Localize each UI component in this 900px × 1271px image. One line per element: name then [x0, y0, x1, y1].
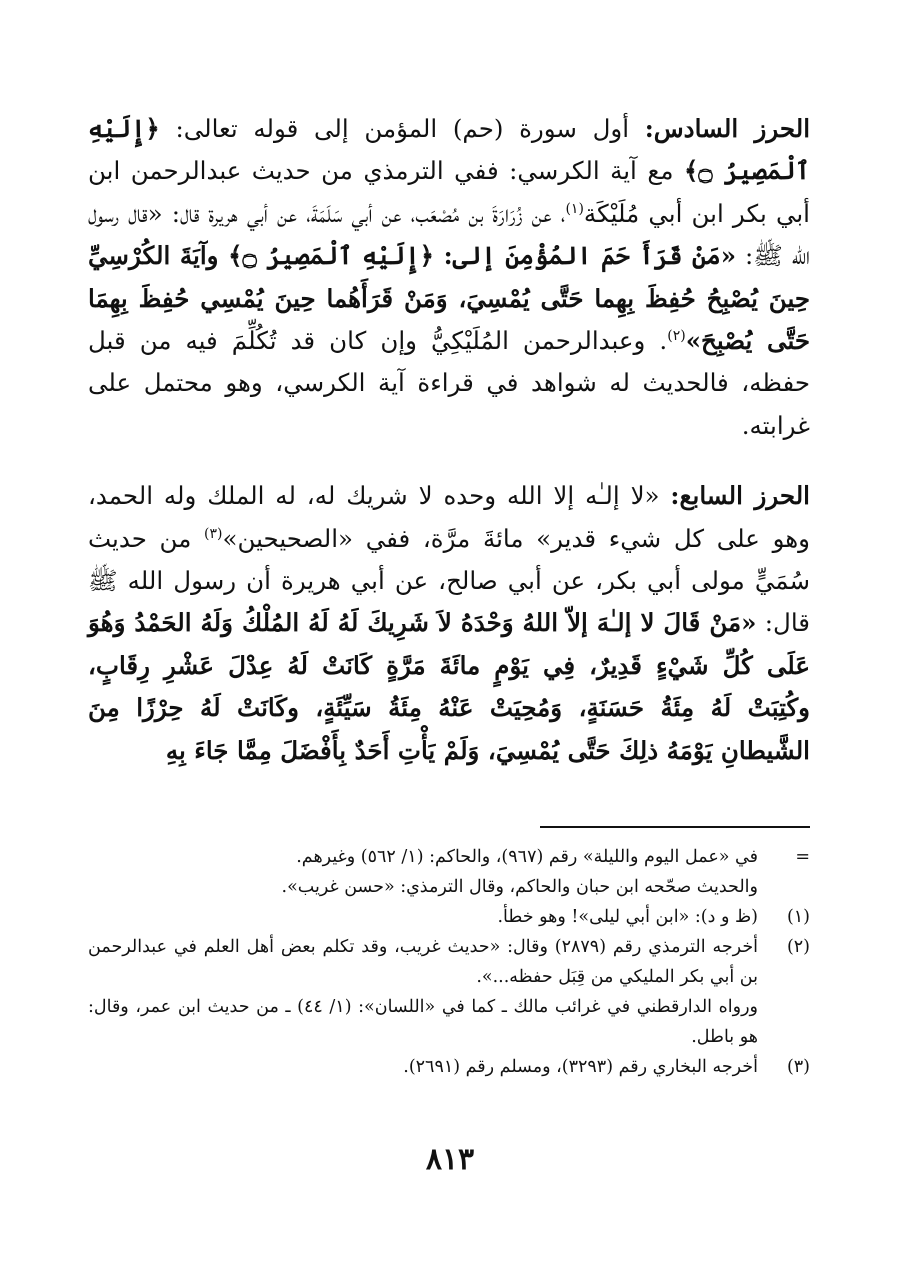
footnote: [88, 842, 810, 872]
section-heading: الحرز السابع:: [670, 481, 810, 511]
footnote: [88, 932, 810, 992]
body-text: . وعبدالرحمن المُلَيْكِيُّ وإن كان قد تُكُلِّمَ فيه من قبل حفظه، فالحديث له شواهد في قراءة آية الكرسي، وهو محتمل على غرابته.: [88, 326, 810, 440]
footnote-ref: (١): [565, 200, 584, 217]
paragraph-seventh-amulet: [88, 475, 810, 772]
body-text: «لا إلـٰه إلا الله وحده لا شريك له، له الملك وله الحمد، وهو على كل شيء قدير» مائةَ مرَّة، ففي «الصحيحين»: [88, 481, 810, 553]
footnote-text: في «عمل اليوم والليلة» رقم (٩٦٧)، والحاكم: (١/ ٥٦٢) وغيرهم.: [296, 847, 758, 867]
body-text: من حديث سُمَيٍّ مولى أبي بكر، عن أبي صالح، عن أبي هريرة أن رسول الله ﷺ قال:: [88, 523, 810, 638]
footnote-separator: [540, 826, 810, 828]
footnote: [88, 1052, 810, 1082]
footnote: [88, 872, 810, 902]
footnote-ref: (٢): [667, 327, 686, 344]
footnote-text: أخرجه البخاري رقم (٣٢٩٣)، ومسلم رقم (٢٦٩١).: [403, 1057, 758, 1077]
footnote-text: والحديث صحّحه ابن حبان والحاكم، وقال الترمذي: «حسن غريب».: [281, 877, 758, 897]
page-number: ٨١٣: [425, 1142, 475, 1177]
footnote-text: أخرجه الترمذي رقم (٢٨٧٩) وقال: «حديث غريب، وقد تكلم بعض أهل العلم في عبدالرحمن بن أبي بكر المليكي من قِبَل حفظه...».: [88, 937, 758, 987]
paragraph-sixth-amulet: [88, 108, 810, 447]
body-text: أول سورة (حم) المؤمن إلى قوله تعالى:: [159, 114, 645, 143]
footnote-marker: (٣): [786, 1057, 810, 1077]
footnotes: [88, 842, 810, 1082]
quran-quote: ﴿إِلَيْهِ ٱلْمَصِيرُ ۝﴾: [88, 114, 810, 186]
footnote-marker: (٢): [786, 937, 810, 957]
footnote-marker: =: [795, 847, 810, 867]
footnote: [88, 992, 810, 1052]
footnote: [88, 902, 810, 932]
footnote-text: (ظ و د): «ابن أبي ليلى»! وهو خطأ.: [497, 907, 758, 927]
hadith-quote: «مَنْ قَالَ لا إلـٰهَ إلاّ اللهُ وَحْدَهُ لاَ شَرِيكَ لَهُ لَهُ المُلْكُ وَلَهُ الحَمْدُ وَهُوَ عَلَى كُلِّ شَيْءٍ قَدِيرٌ، فِي يَوْمٍ مائَةَ مَرَّةٍ كَانَتْ لَهُ عِدْلَ عَشْرِ رِقَابٍ، وكُتِبَتْ لَهُ مِئَةُ حَسَنَةٍ، وَمُحِيَتْ عَنْهُ مِئَةُ سَيِّئَةٍ، وكَانَتْ لَهُ حِرْزًا مِنَ الشَّيطانِ يَوْمَهُ ذلِكَ حَتَّى يُمْسِيَ، وَلَمْ يَأْتِ أَحَدٌ بِأَفْضَلَ مِمَّا جَاءَ بِهِ: [88, 608, 810, 765]
body-text: مع آية الكرسي: ففي الترمذي من حديث عبدالرحمن ابن أبي بكر ابن أبي مُلَيْكَة: [88, 156, 810, 228]
footnote-marker: (١): [786, 907, 810, 927]
body-text: ، عن زُرَارَةَ بن مُصْعَب، عن أبي سَلَمَةَ، عن أبي هريرة قال: «قال رسول الله ﷺ:: [88, 198, 810, 271]
footnote-ref: (٣): [204, 525, 223, 542]
footnote-text: ورواه الدارقطني في غرائب مالك ـ كما في «اللسان»: (١/ ٤٤) ـ من حديث ابن عمر، وقال: هو باطل.: [88, 997, 758, 1047]
section-heading: الحرز السادس:: [644, 114, 810, 143]
main-text: [88, 108, 810, 772]
hadith-quote: «مَنْ قَرَأَ حَمَ المُؤْمِنَ إلى: ﴿إِلَيْهِ ٱلْمَصِيرُ ۝﴾ وآيَةَ الكُرْسِيِّ حِينَ يُصْبِحُ حُفِظَ بِهِما حَتَّى يُمْسِيَ، وَمَنْ قَرَأَهُما حِينَ يُمْسِي حُفِظَ بِهِمَا حَتَّى يُصْبِحَ»: [88, 241, 811, 356]
